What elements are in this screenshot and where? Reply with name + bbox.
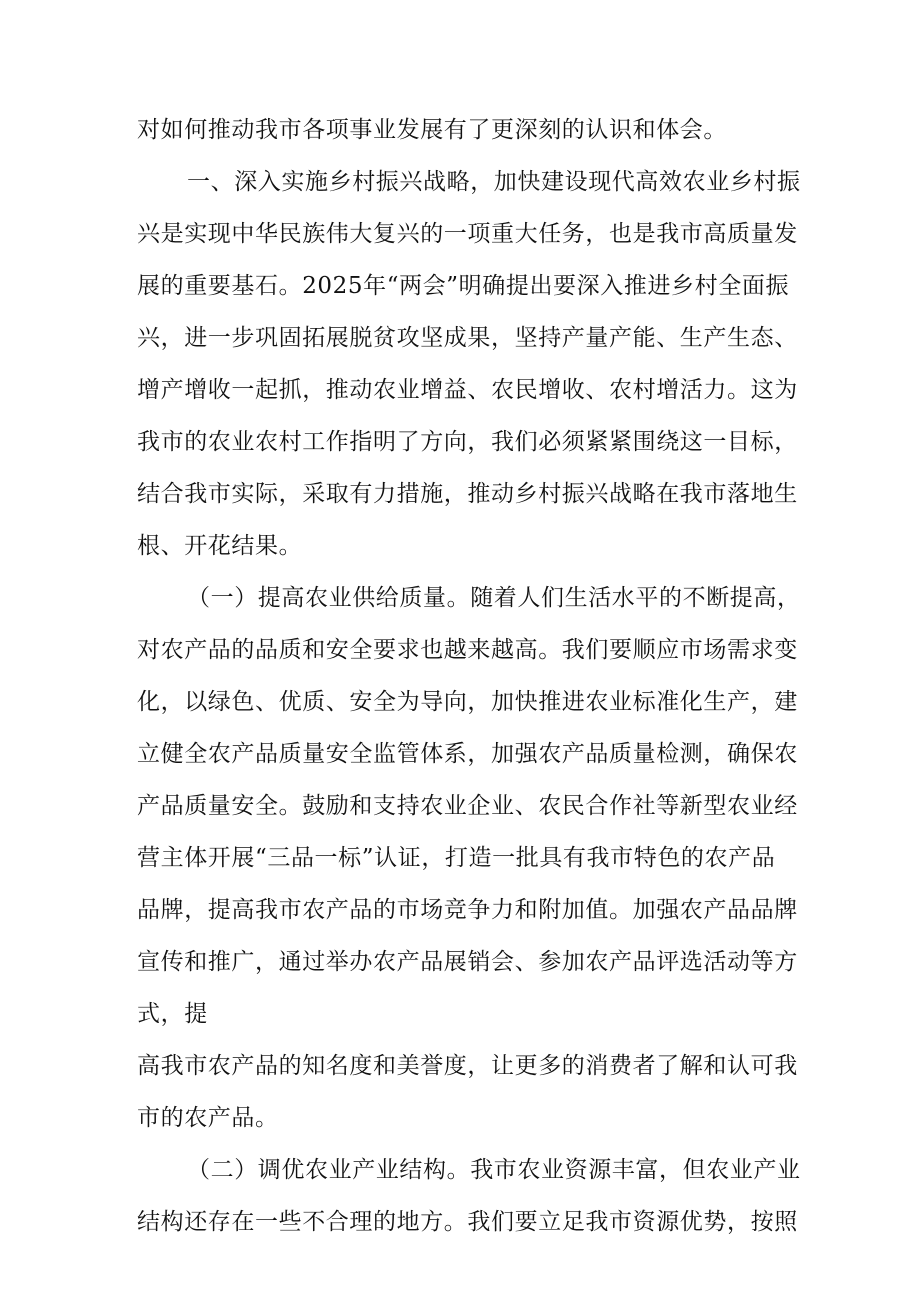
text-line: 立健全农产品质量安全监管体系，加强农产品质量检测，确保农 [137,741,798,767]
subsection-heading-line: （一）提高农业供给质量。随着人们生活水平的不断提高， [187,585,801,611]
text-line: 结合我市实际，采取有力措施，推动乡村振兴战略在我市落地生 [137,481,798,507]
text-line: 市的农产品。 [137,1105,279,1131]
text-line: 我市的农业农村工作指明了方向，我们必须紧紧围绕这一目标， [137,429,798,455]
section-heading-line: 一、深入实施乡村振兴战略，加快建设现代高效农业乡村振 [187,169,801,195]
text-line: 宣传和推广，通过举办农产品展销会、参加农产品评选活动等方 [137,949,798,975]
subsection-heading-line: （二）调优农业产业结构。我市农业资源丰富，但农业产业 [187,1157,801,1183]
text-line: 产品质量安全。鼓励和支持农业企业、农民合作社等新型农业经 [137,793,798,819]
text-line: 营主体开展“三品一标”认证，打造一批具有我市特色的农产品 [137,845,776,871]
text-line: 高我市农产品的知名度和美誉度，让更多的消费者了解和认可我 [137,1053,798,1079]
text-line: 对如何推动我市各项事业发展有了更深刻的认识和体会。 [137,117,727,143]
text-line: 兴是实现中华民族伟大复兴的一项重大任务，也是我市高质量发 [137,221,798,247]
text-line: 式，提 [137,1001,208,1027]
text-line: 根、开花结果。 [137,533,303,559]
text-line: 兴，进一步巩固拓展脱贫攻坚成果，坚持产量产能、生产生态、 [137,325,798,351]
text-line: 展的重要基石。2025年“两会”明确提出要深入推进乡村全面振 [137,273,790,299]
text-line: 品牌，提高我市农产品的市场竞争力和附加值。加强农产品品牌 [137,897,798,923]
text-line: 化，以绿色、优质、安全为导向，加快推进农业标准化生产，建 [137,689,798,715]
text-line: 对农产品的品质和安全要求也越来越高。我们要顺应市场需求变 [137,637,798,663]
text-line: 增产增收一起抓，推动农业增益、农民增收、农村增活力。这为 [137,377,798,403]
text-line: 结构还存在一些不合理的地方。我们要立足我市资源优势，按照 [137,1209,798,1235]
